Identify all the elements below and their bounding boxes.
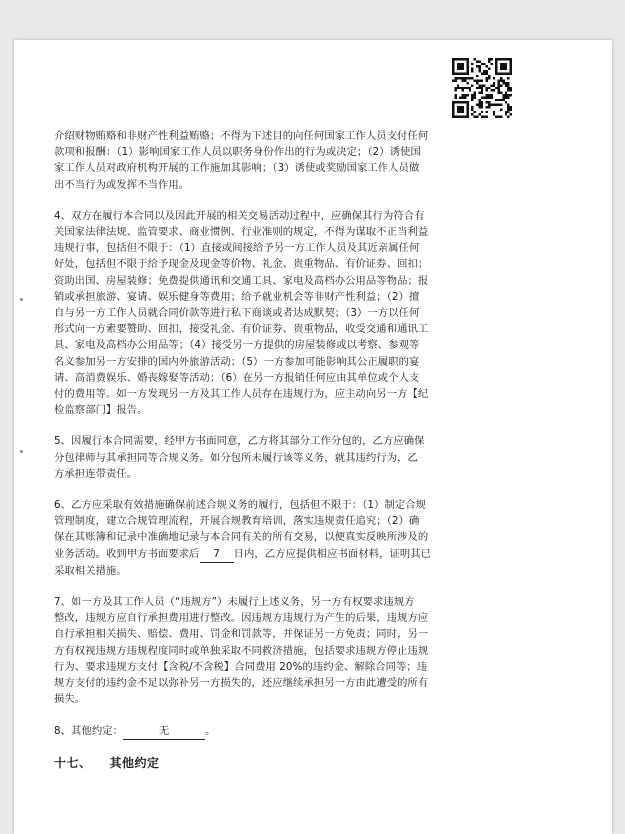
scan-dot bbox=[20, 298, 23, 301]
text-line: 整改，违规方应自行承担费用进行整改。因违规方违规行为产生的后果，违规方应 bbox=[54, 612, 429, 625]
text-line: 请、高消费娱乐、婚丧嫁娶等活动；（6）在另一方报销任何应由其单位或个人支 bbox=[54, 371, 420, 384]
text-line: 6、乙方应采取有效措施确保前述合规义务的履行，包括但不限于：（1）制定合规 bbox=[54, 499, 427, 512]
text-line: 检监察部门】报告。 bbox=[54, 404, 148, 417]
clause-8-end: 。 bbox=[205, 724, 216, 737]
text-line: 出不当行为或发挥不当作用。 bbox=[54, 178, 190, 191]
text-line: 家工作人员对政府机构开展的工作施加其影响；（3）诱使或奖励国家工作人员做 bbox=[54, 162, 420, 175]
text-line bbox=[54, 546, 564, 563]
other-agreement-fill-blank: 无 bbox=[123, 723, 205, 740]
text-line: 名义参加另一方安排的国内外旅游活动；（5）一方参加可能影响其公正履职的宴 bbox=[54, 355, 420, 368]
text-line: 分包律师与其承担同等合规义务。如分包所未履行该等义务，就其违约行为，乙 bbox=[54, 451, 418, 464]
text-line: 管理制度，建立合规管理流程，开展合规教育培训，落实违规责任追究；（2）确 bbox=[54, 515, 420, 528]
clause-6-text: 业务活动。收到甲方书面要求后 bbox=[54, 547, 200, 560]
document-page bbox=[14, 40, 612, 834]
text-line: 付的费用等。如一方发现另一方及其工作人员存在违规行为，应主动向另一方【纪 bbox=[54, 388, 429, 401]
clause-8-label: 8、其他约定： bbox=[54, 724, 124, 737]
days-fill-blank: 7 bbox=[200, 546, 234, 563]
intro-paragraph bbox=[54, 128, 564, 193]
clause-4 bbox=[54, 208, 564, 419]
text-line: 5、因履行本合同需要，经甲方书面同意，乙方将其部分工作分包的，乙方应确保 bbox=[54, 435, 425, 448]
text-line: 行为、要求违规方支付【含税/不含税】合同费用 20%的违约金、解除合同等；违 bbox=[54, 660, 428, 673]
text-line bbox=[54, 723, 564, 740]
text-line: 关国家法律法规、监管要求、商业惯例、行业准则的规定，不得为谋取不正当利益 bbox=[54, 226, 429, 239]
section-heading bbox=[54, 755, 564, 771]
qr-code-icon bbox=[452, 58, 512, 118]
clause-5 bbox=[54, 433, 564, 482]
text-line: 资助出国、房屋装修；免费提供通讯和交通工具、家电及高档办公用品等物品；报 bbox=[54, 274, 429, 287]
clause-6 bbox=[54, 497, 564, 579]
text-line: 方有权视违规方违规程度同时或单独采取不同救济措施，包括要求违规方停止违规 bbox=[54, 644, 429, 657]
text-line: 形式向一方索要赞助、回扣，接受礼金、有价证券、贵重物品，收受交通和通讯工 bbox=[54, 323, 429, 336]
text-line: 方承担连带责任。 bbox=[54, 467, 138, 480]
text-line: 自与另一方工作人员就合同价款等进行私下商谈或者达成默契；（3）一方以任何 bbox=[54, 307, 420, 320]
text-line: 采取相关措施。 bbox=[54, 564, 127, 577]
text-line: 规方支付的违约金不足以弥补另一方损失的，还应继续承担另一方由此遭受的所有 bbox=[54, 677, 429, 690]
section-title: 其他约定 bbox=[109, 755, 160, 770]
text-line: 7、如一方及其工作人员（“违规方”）未履行上述义务，另一方有权要求违规方 bbox=[54, 596, 415, 609]
text-line: 保在其账簿和记录中准确地记录与本合同有关的所有交易，以便真实反映所涉及的 bbox=[54, 531, 429, 544]
text-line: 自行承担相关损失、赔偿、费用、罚金和罚款等，并保证另一方免责；同时，另一 bbox=[54, 628, 429, 641]
text-line: 4、双方在履行本合同以及因此开展的相关交易活动过程中，应确保其行为符合有 bbox=[54, 209, 425, 222]
section-number: 十七、 bbox=[54, 755, 92, 770]
text-line: 损失。 bbox=[54, 693, 86, 706]
text-line: 销或承担旅游、宴请、娱乐健身等费用；给予就业机会等非财产性利益；（2）擅 bbox=[54, 290, 420, 303]
clause-6-text: 日内，乙方应提供相应书面材料，证明其已 bbox=[233, 547, 432, 560]
text-line: 款项和报酬：（1）影响国家工作人员以职务身份作出的行为或决定；（2）诱使国 bbox=[54, 146, 421, 159]
document-body bbox=[54, 128, 564, 771]
clause-7 bbox=[54, 594, 564, 707]
text-line: 具、家电及高档办公用品等；（4）接受另一方提供的房屋装修或以考察、参观等 bbox=[54, 339, 420, 352]
text-line: 好处，包括但不限于给予现金及现金等价物、礼金、贵重物品、有价证券、回扣； bbox=[54, 258, 429, 271]
text-line: 违规行事，包括但不限于：（1）直接或间接给予另一方工作人员及其近亲属任何 bbox=[54, 242, 420, 255]
text-line: 介绍财物贿赂和非财产性利益贿赂；不得为下述目的向任何国家工作人员支付任何 bbox=[54, 130, 429, 142]
clause-8 bbox=[54, 723, 564, 740]
scan-dot bbox=[20, 450, 23, 453]
